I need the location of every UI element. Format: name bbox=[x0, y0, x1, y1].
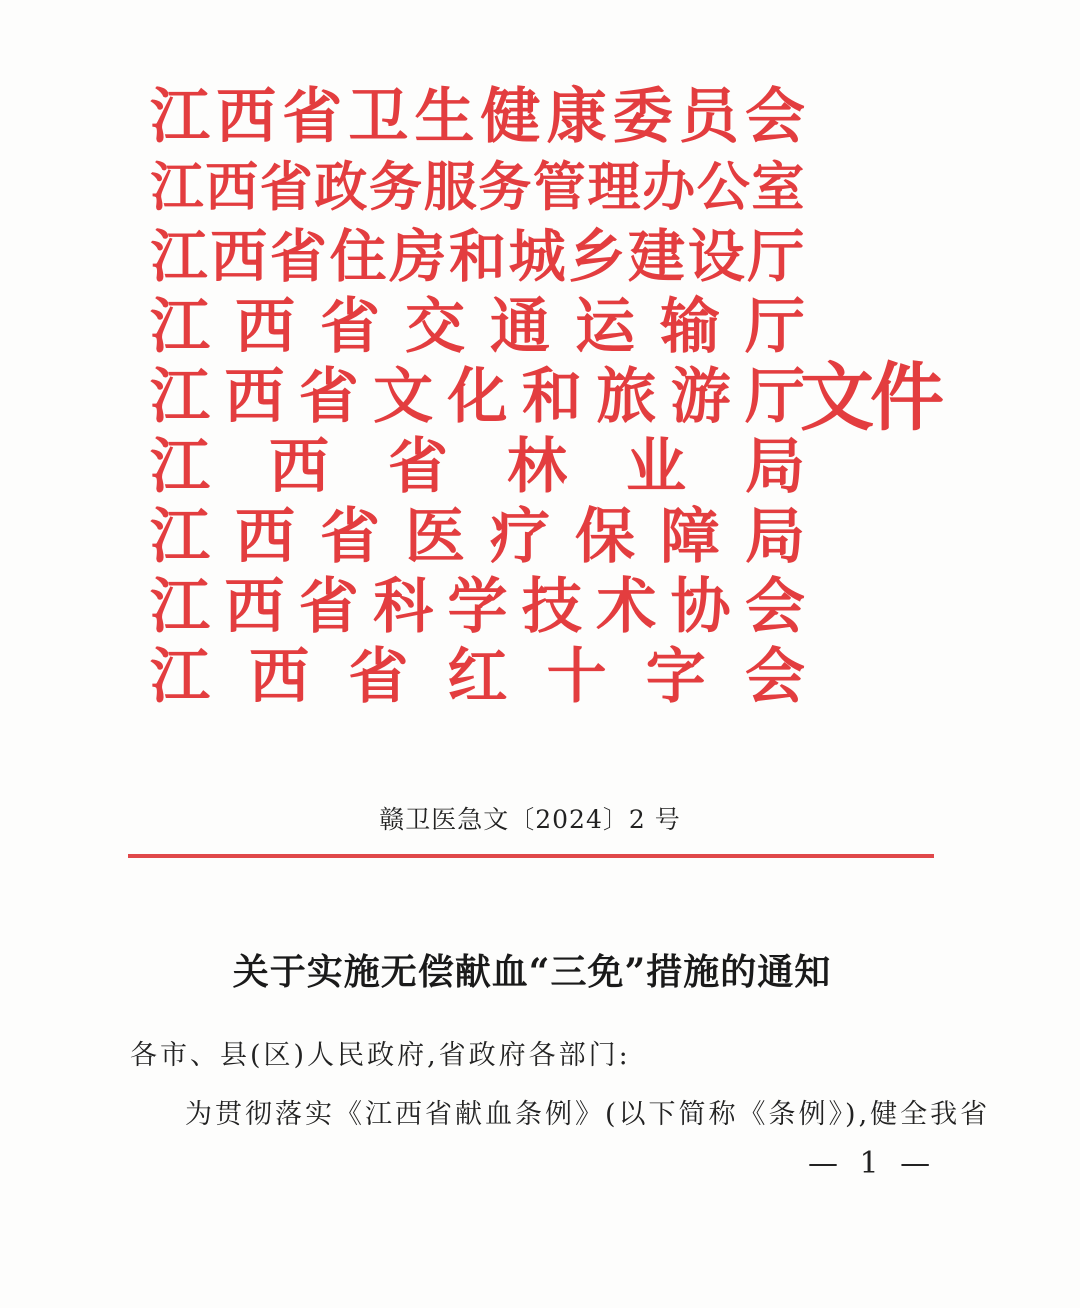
org-line-6: 江 西 省 林 业 局 bbox=[150, 432, 805, 502]
org-line-3: 江 西 省 住 房 和 城 乡 建 设 厅 bbox=[150, 223, 805, 290]
body-paragraph: 为贯彻落实《江西省献血条例》(以下简称《条例》),健全我省 bbox=[185, 1099, 991, 1130]
org-line-7: 江 西 省 医 疗 保 障 局 bbox=[150, 502, 805, 572]
document-suffix: 文件 bbox=[800, 355, 940, 441]
addressee-line: 各市、县(区)人民政府,省政府各部门: bbox=[130, 1040, 631, 1071]
org-line-8: 江 西 省 科 学 技 术 协 会 bbox=[150, 572, 805, 642]
org-line-5: 江 西 省 文 化 和 旅 游 厅 bbox=[150, 362, 805, 432]
document-number: 赣卫医急文〔2024〕2 号 bbox=[379, 805, 681, 834]
page-number: — 1 — bbox=[808, 1146, 937, 1181]
org-line-1: 江 西 省 卫 生 健 康 委 员 会 bbox=[150, 82, 805, 152]
org-line-4: 江 西 省 交 通 运 输 厅 bbox=[150, 292, 805, 362]
org-line-9: 江 西 省 红 十 字 会 bbox=[150, 642, 805, 712]
org-line-2: 江 西 省 政 务 服 务 管 理 办 公 室 bbox=[150, 156, 805, 218]
document-title: 关于实施无偿献血“三免”措施的通知 bbox=[232, 951, 832, 993]
red-separator-line bbox=[128, 854, 934, 858]
issuing-organizations bbox=[150, 82, 805, 712]
